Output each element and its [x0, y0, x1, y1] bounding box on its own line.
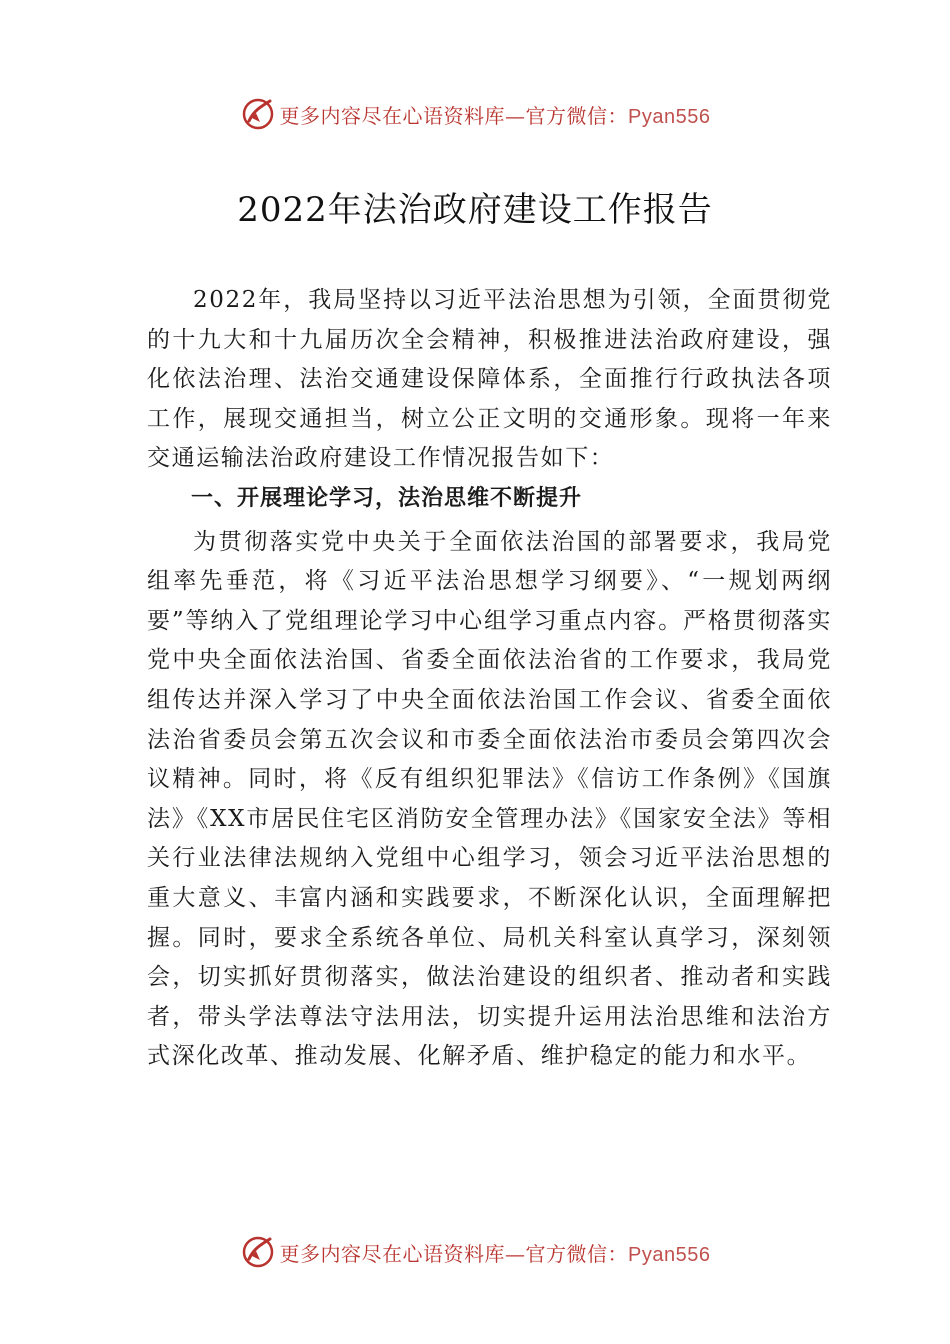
wechat-id: Pyan556 — [628, 1243, 711, 1266]
brush-logo-icon — [240, 1234, 276, 1270]
watermark-label: 更多内容尽在心语资料库—官方微信： — [279, 1241, 629, 1266]
watermark-label: 更多内容尽在心语资料库—官方微信： — [279, 103, 629, 128]
section-heading: 一、开展理论学习，法治思维不断提升 — [191, 485, 583, 511]
watermark-banner-top — [0, 94, 950, 134]
section-paragraph: 为贯彻落实党中央关于全面依法治国的部署要求，我局党组率先垂范，将《习近平法治思想学习纲要》、“一规划两纲要”等纳入了党组理论学习中心组学习重点内容。严格贯彻落实党中央全面依法治国、省委全面依法治省的工作要求，我局党组传达并深入学习了中央全面依法治国工作会议、省委全面依法治省委员会第五次会议和市委全面依法治市委员会第四次会议精神。同时，将《反有组织犯罪法》《信访工作条例》《国旗法》《XX市居民住宅区消防安全管理办法》《国家安全法》等相关行业法律法规纳入党组中心组学习，领会习近平法治思想的重大意义、丰富内涵和实践要求，不断深化认识，全面理解把握。同时，要求全系统各单位、局机关科室认真学习，深刻领会，切实抓好贯彻落实，做法治建设的组织者、推动者和实践者，带头学法尊法守法用法，切实提升运用法治思维和法治方式深化改革、推动发展、化解矛盾、维护稳定的能力和水平。 — [147, 528, 832, 1070]
brush-logo-icon — [240, 96, 276, 132]
wechat-id: Pyan556 — [628, 105, 711, 128]
watermark-text — [280, 100, 711, 129]
watermark-banner-bottom — [0, 1232, 950, 1272]
watermark-text — [280, 1238, 711, 1267]
intro-paragraph: 2022年，我局坚持以习近平法治思想为引领，全面贯彻党的十九大和十九届历次全会精神，积极推进法治政府建设，强化依法治理、法治交通建设保障体系，全面推行行政执法各项工作，展现交通担当，树立公正文明的交通形象。现将一年来交通运输法治政府建设工作情况报告如下： — [147, 287, 832, 472]
document-title: 2022年法治政府建设工作报告 — [237, 190, 713, 230]
document-body — [147, 281, 832, 1077]
